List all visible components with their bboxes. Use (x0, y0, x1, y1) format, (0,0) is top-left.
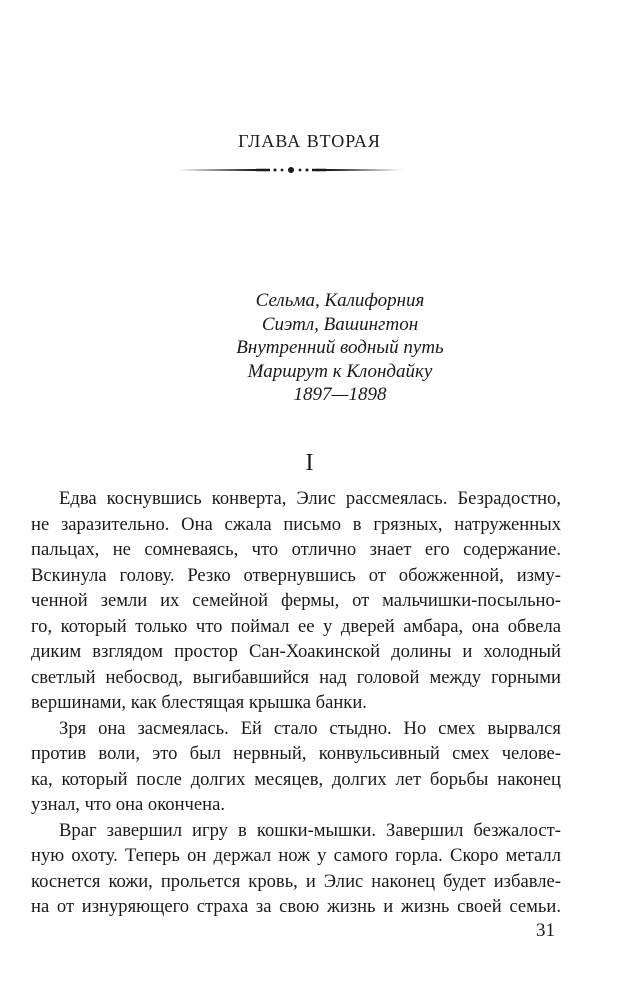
section-number: I (305, 450, 314, 476)
ornament-divider (178, 162, 404, 178)
paragraph (31, 818, 561, 920)
paragraph (31, 486, 561, 716)
text-line: го, который только что поймал ее у дверей амбара, она обвела (31, 615, 561, 637)
epigraph-line: Маршрут к Клондайку (247, 360, 433, 382)
text-line: диким взглядом простор Сан-Хоакинской долины и холодный (31, 641, 561, 662)
text-line: ную охоту. Теперь он держал нож у самого горла. Скоро металл (31, 845, 561, 866)
text-line: вершинами, как блестящая крышка банки. (31, 692, 367, 713)
page-number: 31 (536, 920, 555, 941)
epigraph-line: Сельма, Калифорния (255, 290, 425, 311)
text-line: на от изнуряющего страха за свою жизнь и жизнь своей семьи. (31, 896, 561, 917)
epigraph-line: Сиэтл, Вашингтон (261, 313, 419, 335)
text-line: Едва коснувшись конверта, Элис рассмеялась. Безрадостно, (59, 488, 561, 509)
chapter-title: ГЛАВА ВТОРАЯ (238, 131, 381, 151)
text-line: не заразительно. Она сжала письмо в грязных, натруженных (31, 513, 561, 535)
text-line: Вскинула голову. Резко отвернувшись от обожженной, изму- (31, 564, 561, 586)
text-line: Враг завершил игру в кошки-мышки. Завершил безжалост- (59, 819, 561, 841)
text-line: ка, который после долгих месяцев, долгих лет борьбы наконец (31, 768, 561, 790)
epigraph-date: 1897—1898 (293, 384, 387, 405)
text-line: против воли, это был нервный, конвульсивный смех челове- (31, 743, 561, 764)
text-line: пальцах, не сомневаясь, что отлично знает его содержание. (31, 539, 561, 560)
body-text (31, 486, 561, 920)
epigraph-line: Внутренний водный путь (236, 337, 444, 358)
text-line: узнал, что она окончена. (31, 794, 225, 815)
text-line: светлый небосвод, выгибавшийся над головой между горными (31, 666, 561, 688)
paragraph (31, 716, 561, 818)
text-line: ченной земли их семейной фермы, от мальчишки-посыльно- (31, 590, 561, 611)
epigraph (140, 289, 540, 407)
text-line: Зря она засмеялась. Ей стало стыдно. Но смех вырвался (59, 717, 561, 739)
text-line: коснется кожи, прольется кровь, и Элис наконец будет избавле- (31, 870, 561, 892)
